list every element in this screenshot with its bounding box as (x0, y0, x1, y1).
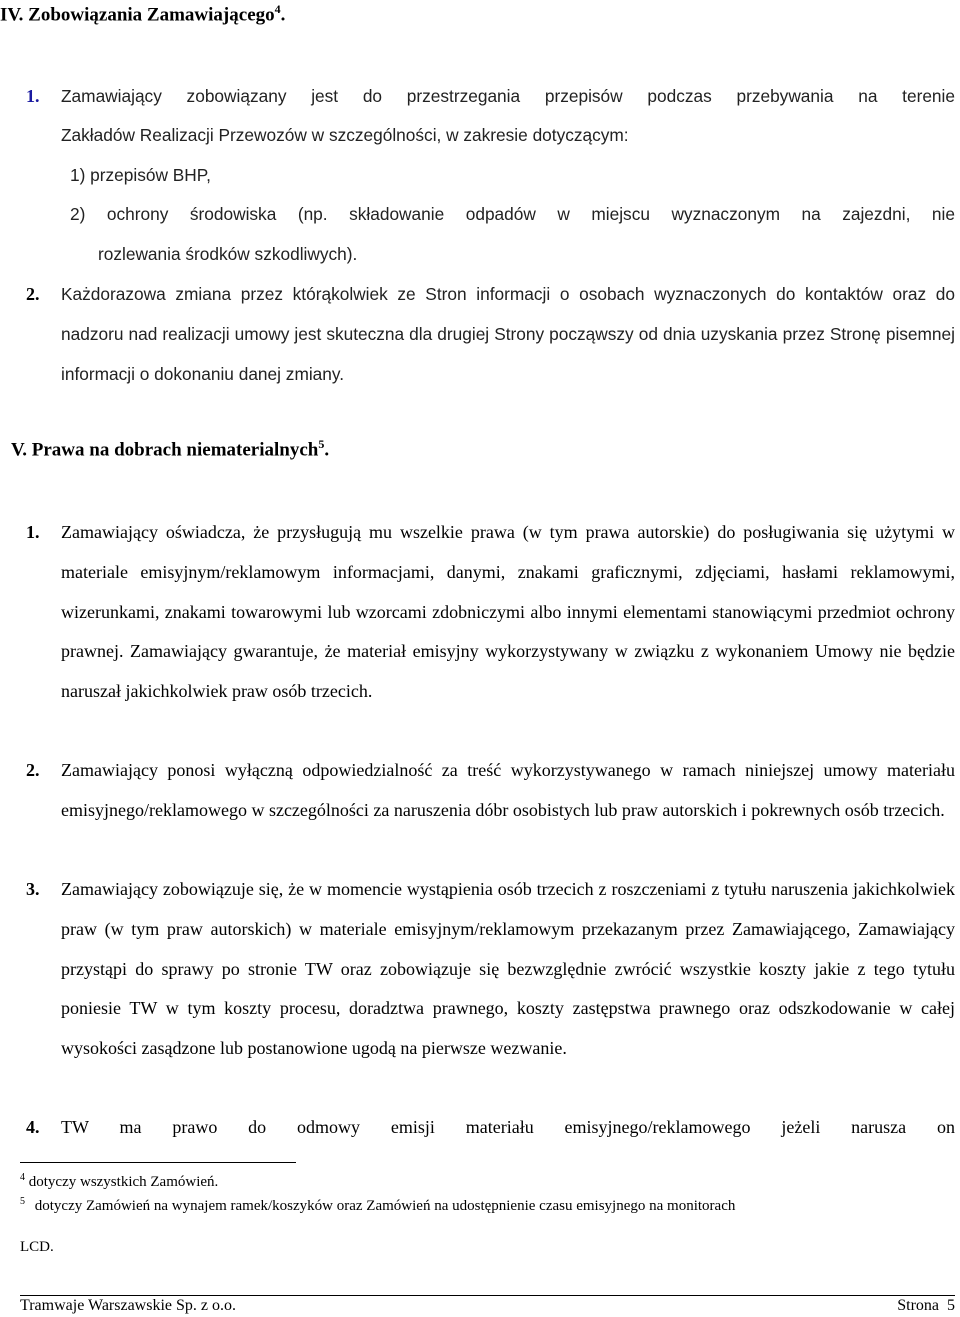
section-4-heading: IV. Zobowiązania Zamawiającego$^4$. (0, 2, 286, 26)
footer-page-label: Strona (897, 1297, 939, 1314)
item-number: 1. (26, 86, 40, 106)
section-5-item-3-text: Zamawiający zobowiązuje się, że w momencie wystąpienia osób trzecich z roszczeniami z tytułu naruszenia jakichkolwiek praw (w tym praw autorskich) w materiale emisyjnym/reklamowym przekazanym przez Zamawiającego, Zamawiający przystąpi do sprawy po stronie TW oraz zobowiązuje się bezwzględnie zwrócić wszystkie koszty jakie z tego tytułu poniesie TW w tym koszty procesu, doradztwa prawnego, koszty zastępstwa prawnego oraz odszkodowanie w całej wysokości zasądzone lub postanowione ugodą na pierwsze wezwanie. (61, 879, 955, 1059)
section-5-heading: V. Prawa na dobrach niematerialnych$^5$. (11, 437, 330, 461)
section-5-item-2-text: Zamawiający ponosi wyłączną odpowiedzialność za treść wykorzystywanego w ramach niniejszej umowy materiału emisyjnego/reklamowego w szczególności za naruszenia dóbr osobistych lub praw autorskich i pokrewnych osób trzecich. (61, 760, 955, 820)
section-4-subitem-2-line-1: 2) ochrony środowiska (np. składowanie odpadów w miejscu wyznaczonym na zajezdni, nie (70, 204, 955, 224)
footnote-ref-4: 4 (274, 2, 281, 16)
section-4-item-1-line-2: Zakładów Realizacji Przewozów w szczególności, w zakresie dotyczącym: (61, 125, 629, 145)
section-4-subitem-1: 1) przepisów BHP, (70, 165, 211, 185)
footnote-separator (20, 1162, 296, 1163)
section-4-item-1-line-1: Zamawiający zobowiązany jest do przestrzegania przepisów podczas przebywania na terenie (61, 86, 955, 106)
footnote-4 (20, 1172, 218, 1191)
section-4-title: IV. Zobowiązania Zamawiającego (0, 4, 275, 26)
footnote-5-continued: LCD. (20, 1239, 54, 1255)
footnote-5-text: dotyczy Zamówień na wynajem ramek/koszyków oraz Zamówień na udostępnienie czasu emisyjnego na monitorach (34, 1198, 736, 1214)
footnote-5 (20, 1196, 955, 1215)
item-number: 1. (26, 522, 40, 542)
footnote-mark: 5 (20, 1196, 25, 1207)
footnote-4-text: dotyczy wszystkich Zamówień. (28, 1174, 219, 1190)
footnote-ref-5: 5 (318, 437, 325, 451)
footnote-mark: 4 (20, 1172, 25, 1183)
section-4-subitem-2-line-2: rozlewania środków szkodliwych). (98, 244, 358, 264)
section-5-item-4-text: TW ma prawo do odmowy emisji materiału emisyjnego/reklamowego jeżeli narusza on (61, 1117, 955, 1137)
item-number: 2. (26, 284, 40, 304)
footer-page (897, 1297, 955, 1315)
item-number: 4. (26, 1117, 40, 1137)
section-4-item-2-text: Każdorazowa zmiana przez którąkolwiek ze Stron informacji o osobach wyznaczonych do kontaktów oraz do nadzoru nad realizacji umowy jest skuteczna dla drugiej Strony począwszy od dnia uzyskania przez Stronę pisemnej informacji o dokonaniu danej zmiany. (61, 284, 955, 384)
footer-company: Tramwaje Warszawskie Sp. z o.o. (20, 1297, 237, 1314)
section-5-item-1-text: Zamawiający oświadcza, że przysługują mu wszelkie prawa (w tym prawa autorskie) do posługiwania się użytymi w materiale emisyjnym/reklamowym informacjami, danymi, znakami graficznymi, zdjęciami, hasłami reklamowymi, wizerunkami, znakami towarowymi lub wzorcami zdobniczymi albo innymi elementami stanowiącymi przedmiot ochrony prawnej. Zamawiający gwarantuje, że materiał emisyjny wykorzystywany w związku z wykonaniem Umowy nie będzie naruszał jakichkolwiek praw osób trzecich. (61, 522, 955, 702)
footer-rule (20, 1295, 955, 1296)
footer-page-number: 5 (947, 1297, 955, 1314)
item-number: 3. (26, 879, 40, 899)
section-5-title: V. Prawa na dobrach niematerialnych (11, 439, 319, 461)
item-number: 2. (26, 760, 40, 780)
